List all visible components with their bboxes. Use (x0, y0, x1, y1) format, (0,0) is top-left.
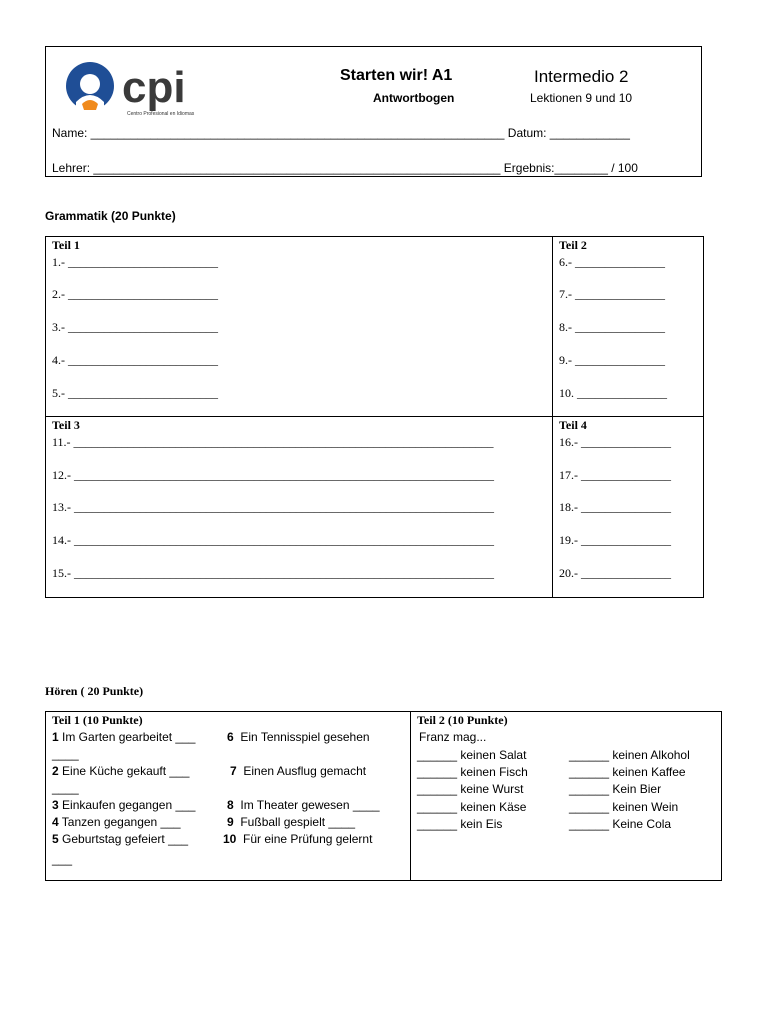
food-item-salat[interactable]: ______ keinen Salat (417, 748, 527, 762)
grammatik-teil2-label: Teil 2 (559, 238, 587, 252)
logo-subtitle: Centro Profesional en Idiomas (127, 111, 195, 117)
sheet-subtitle: Antwortbogen (373, 91, 455, 105)
hoeren-col-divider (410, 711, 411, 881)
logo-text: cpi (122, 63, 186, 112)
level-label: Intermedio 2 (534, 67, 629, 86)
food-item-kaese[interactable]: ______ keinen Käse (417, 800, 527, 814)
hoeren-item-6[interactable]: 6 Ein Tennisspiel gesehen (227, 730, 370, 744)
answer-line-3[interactable]: 3.- _________________________ (52, 320, 218, 334)
hoeren-item-10[interactable]: 10 Für eine Prüfung gelernt (223, 832, 373, 846)
hoeren-item-5-cont[interactable]: ___ (52, 852, 73, 866)
food-item-kaffee[interactable]: ______ keinen Kaffee (569, 765, 686, 779)
answer-line-16[interactable]: 16.- _______________ (559, 435, 671, 449)
hoeren-item-5[interactable]: 5 Geburtstag gefeiert ___ (52, 832, 189, 846)
answer-line-18[interactable]: 18.- _______________ (559, 500, 671, 514)
food-item-fisch[interactable]: ______ keinen Fisch (417, 765, 528, 779)
hoeren-item-9[interactable]: 9 Fußball gespielt ____ (227, 815, 356, 829)
hoeren-item-8[interactable]: 8 Im Theater gewesen ____ (227, 798, 380, 812)
teacher-result-field[interactable]: Lehrer: _____________________________________________________________ Ergebnis:________ / 100 (52, 161, 638, 175)
hoeren-item-7[interactable]: 7 Einen Ausflug gemacht (230, 764, 367, 778)
food-item-wurst[interactable]: ______ keine Wurst (417, 782, 524, 796)
lessons-label: Lektionen 9 und 10 (530, 91, 633, 105)
food-item-wein[interactable]: ______ keinen Wein (569, 800, 679, 814)
food-item-cola[interactable]: ______ Keine Cola (569, 817, 672, 831)
answer-line-9[interactable]: 9.- _______________ (559, 353, 665, 367)
food-item-alkohol[interactable]: ______ keinen Alkohol (569, 748, 690, 762)
hoeren-item-2[interactable]: 2 Eine Küche gekauft ___ (52, 764, 190, 778)
answer-line-2[interactable]: 2.- _________________________ (52, 287, 218, 301)
hoeren-teil1-label: Teil 1 (10 Punkte) (52, 713, 143, 727)
hoeren-item-1-cont[interactable]: ____ (52, 747, 79, 761)
grammatik-row-divider (45, 416, 704, 417)
hoeren-item-3[interactable]: 3 Einkaufen gegangen ___ (52, 798, 196, 812)
cpi-logo (62, 58, 212, 118)
answer-line-19[interactable]: 19.- _______________ (559, 533, 671, 547)
hoeren-item-1[interactable]: 1 Im Garten gearbeitet ___ (52, 730, 196, 744)
sheet-title: Starten wir! A1 (340, 67, 453, 84)
grammatik-teil4-label: Teil 4 (559, 418, 587, 432)
answer-line-17[interactable]: 17.- _______________ (559, 468, 671, 482)
answer-line-10[interactable]: 10. _______________ (559, 386, 667, 400)
food-item-eis[interactable]: ______ kein Eis (417, 817, 503, 831)
answer-line-12[interactable]: 12.- ______________________________________________________________________ (52, 468, 494, 482)
hoeren-item-4[interactable]: 4 Tanzen gegangen ___ (52, 815, 181, 829)
answer-line-11[interactable]: 11.- ______________________________________________________________________ (52, 435, 494, 449)
answer-line-15[interactable]: 15.- ______________________________________________________________________ (52, 566, 494, 580)
name-date-field[interactable]: Name: ______________________________________________________________ Datum: ____________ (52, 126, 630, 140)
grammatik-title: Grammatik (20 Punkte) (45, 209, 176, 223)
answer-line-1[interactable]: 1.- _________________________ (52, 255, 218, 269)
hoeren-item-2-cont[interactable]: ____ (52, 781, 79, 795)
answer-line-7[interactable]: 7.- _______________ (559, 287, 665, 301)
hoeren-teil2-label: Teil 2 (10 Punkte) (417, 713, 508, 727)
grammatik-col-divider (552, 236, 553, 598)
food-item-bier[interactable]: ______ Kein Bier (569, 782, 662, 796)
hoeren-teil2-intro: Franz mag... (419, 730, 487, 744)
answer-line-8[interactable]: 8.- _______________ (559, 320, 665, 334)
answer-line-6[interactable]: 6.- _______________ (559, 255, 665, 269)
answer-line-13[interactable]: 13.- ______________________________________________________________________ (52, 500, 494, 514)
grammatik-teil1-label: Teil 1 (52, 238, 80, 252)
grammatik-teil3-label: Teil 3 (52, 418, 80, 432)
answer-line-4[interactable]: 4.- _________________________ (52, 353, 218, 367)
hoeren-title: Hören ( 20 Punkte) (45, 684, 144, 698)
answer-line-14[interactable]: 14.- ______________________________________________________________________ (52, 533, 494, 547)
answer-line-20[interactable]: 20.- _______________ (559, 566, 671, 580)
answer-line-5[interactable]: 5.- _________________________ (52, 386, 218, 400)
